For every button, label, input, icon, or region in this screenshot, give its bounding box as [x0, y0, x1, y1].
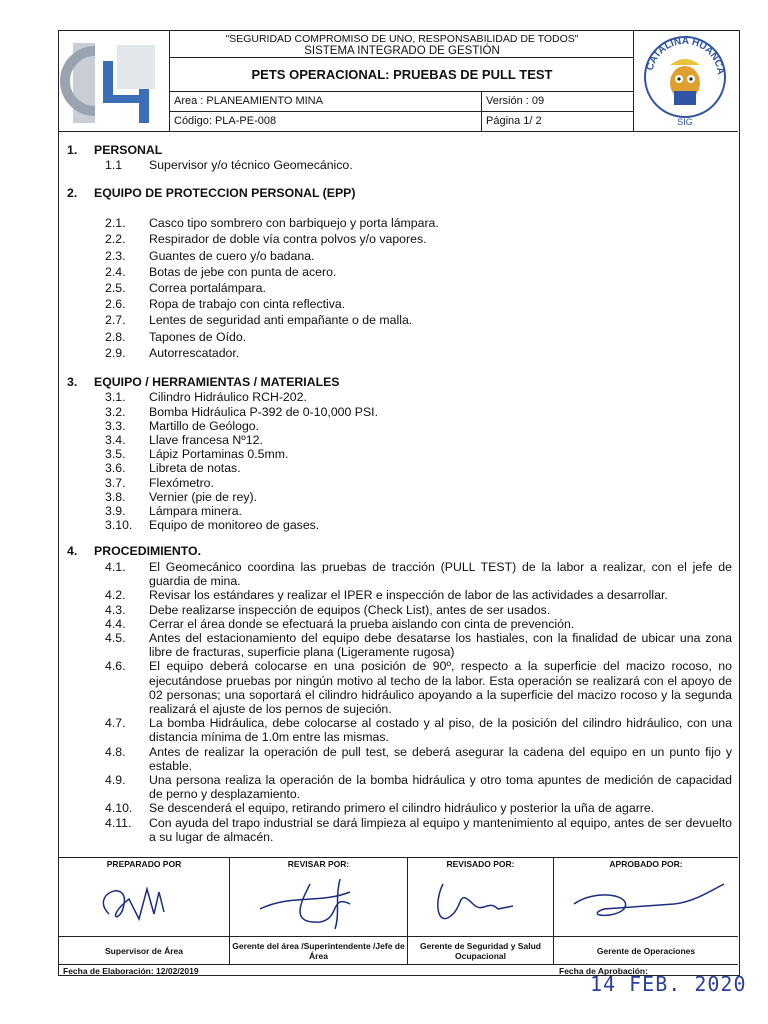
list-item: 2.8. Tapones de Oído.	[105, 329, 247, 344]
reviewed-column	[408, 858, 554, 964]
document-title: PETS OPERACIONAL: PRUEBAS DE PULL TEST	[170, 59, 634, 92]
meta-row-code	[170, 112, 634, 131]
list-item: 1.1 Supervisor y/o técnico Geomecánico.	[105, 158, 353, 173]
prepared-signature	[69, 874, 219, 932]
approved-header: APROBADO POR:	[609, 859, 683, 869]
header-slogan	[170, 31, 634, 58]
list-item: 3.5. Lápiz Portaminas 0.5mm.	[105, 447, 289, 462]
system-name: SISTEMA INTEGRADO DE GESTIÓN	[304, 45, 500, 57]
list-item: 3.8. Vernier (pie de rey).	[105, 489, 257, 504]
elaboration-date: Fecha de Elaboración: 12/02/2019	[63, 966, 199, 976]
approval-date-label: Fecha de Aprobación:	[559, 966, 648, 976]
procedure-step: 4.9. Una persona realiza la operación de la bomba hidráulica y otro toma apuntes de medición de capacidad de perno y desplazamiento.	[105, 772, 732, 802]
document-header	[59, 31, 738, 132]
approved-signature	[564, 874, 728, 932]
list-item: 2.2. Respirador de doble vía contra polvos y/o vapores.	[105, 232, 427, 247]
prepared-column	[59, 858, 230, 964]
procedure-step: 4.3. Debe realizarse inspección de equipos (Check List), antes de ser usados.	[105, 602, 551, 617]
version-field: Versión : 09	[486, 95, 545, 107]
review-header: REVISAR POR:	[287, 859, 350, 869]
mascot-sig-label: SIG	[677, 117, 693, 127]
list-item: 3.9. Lámpara minera.	[105, 504, 242, 519]
procedure-step: 4.11. Con ayuda del trapo industrial se dará limpieza al equipo y mantenimiento al equipo, antes de ser devuelto a su lugar de almacén.	[105, 815, 732, 844]
list-item: 2.3. Guantes de cuero y/o badana.	[105, 248, 315, 263]
area-field: Area : PLANEAMIENTO MINA	[170, 92, 482, 111]
list-item: 2.6. Ropa de trabajo con cinta reflectiva.	[105, 297, 346, 312]
list-item: 3.2. Bomba Hidráulica P-392 de 0-10,000 PSI.	[105, 404, 378, 419]
procedure-step: 4.10. Se descenderá el equipo, retirando primero el cilindro hidráulico y posterior la uña de agarre.	[105, 801, 655, 816]
code-field: Código: PLA-PE-008	[170, 112, 482, 131]
list-item: 3.10. Equipo de monitoreo de gases.	[105, 518, 320, 533]
mascot-logo	[633, 31, 738, 131]
section-title: 2. EQUIPO DE PROTECCION PERSONAL (EPP)	[67, 185, 356, 200]
review-column	[230, 858, 408, 964]
list-item: 3.1. Cilindro Hidráulico RCH-202.	[105, 390, 307, 405]
header-title-block	[170, 31, 634, 131]
list-item: 3.4. Llave francesa Nº12.	[105, 433, 263, 448]
review-signature	[240, 874, 398, 932]
list-item: 3.7. Flexómetro.	[105, 475, 214, 490]
list-item: 2.5. Correa portalámpara.	[105, 281, 266, 296]
list-item: 2.7. Lentes de seguridad anti empañante o de malla.	[105, 313, 413, 328]
reviewed-role: Gerente de Seguridad y Salud Ocupacional	[408, 936, 553, 965]
procedure-step: 4.4. Cerrar el área donde se efectuará la prueba aislando con cinta de prevención.	[105, 616, 575, 631]
procedure-step: 4.2. Revisar los estándares y realizar el IPER e inspección de labor de las actividades a desarrollar.	[105, 588, 668, 603]
list-item: 2.1. Casco tipo sombrero con barbiquejo y porta lámpara.	[105, 216, 439, 231]
section-title: 1. PERSONAL	[67, 143, 163, 157]
procedure-step: 4.1. El Geomecánico coordina las pruebas de tracción (PULL TEST) de la labor a realizar, con el jefe de guardia de mina.	[105, 559, 732, 589]
prepared-header: PREPARADO POR	[106, 859, 182, 869]
approved-column	[554, 858, 738, 964]
signature-table	[59, 857, 738, 976]
mascot-arc-text: CATALINA HUANCA	[644, 35, 727, 76]
list-item: 3.3. Martillo de Geólogo.	[105, 418, 260, 433]
procedure-step: 4.6. El equipo deberá colocarse en una posición de 90º, respecto a la superficie del macizo rocoso, no ejecutándose pruebas por ningún motivo al techo de la labor. Esta operación se realizará con el apoyo de 02 personas; una soportará el cilindro hidráulico apoyando a la superficie del macizo rocoso y la segunda realizará el ajuste de los pernos de sujeción.	[105, 659, 732, 716]
reviewed-signature	[418, 874, 544, 932]
list-item: 2.4. Botas de jebe con punta de acero.	[105, 264, 337, 279]
section-title: 4. PROCEDIMIENTO.	[67, 544, 202, 559]
company-logo	[59, 31, 170, 131]
meta-row-area	[170, 92, 634, 112]
list-item: 3.6. Libreta de notas.	[105, 461, 241, 476]
review-role: Gerente del área /Superintendente /Jefe de Área	[230, 936, 407, 965]
slogan-text: "SEGURIDAD COMPROMISO DE UNO, RESPONSABILIDAD DE TODOS"	[225, 33, 579, 45]
procedure-step: 4.5. Antes del estacionamiento del equipo debe desatarse los hastiales, con la finalidad de ubicar una zona libre de fracturas, superficie plana (Ligeramente rugosa)	[105, 630, 732, 660]
approved-role: Gerente de Operaciones	[554, 936, 738, 965]
prepared-role: Supervisor de Área	[59, 936, 229, 965]
section-title: 3. EQUIPO / HERRAMIENTAS / MATERIALES	[67, 375, 340, 390]
page-field: Página 1/ 2	[486, 115, 542, 127]
reviewed-header: REVISADO POR:	[446, 859, 515, 869]
list-item: 2.9. Autorrescatador.	[105, 345, 240, 360]
document-page	[58, 30, 740, 976]
document-body	[67, 143, 732, 844]
procedure-step: 4.8. Antes de realizar la operación de pull test, se deberá asegurar la cadena del equipo en un punto fijo y estable.	[105, 744, 732, 773]
procedure-step: 4.7. La bomba Hidráulica, debe colocarse al costado y al piso, de la posición del cilindro hidráulico, con una distancia mínima de 1.0m entre las mismas.	[105, 716, 732, 745]
approval-date-stamp: 14 FEB. 2020	[590, 972, 747, 996]
